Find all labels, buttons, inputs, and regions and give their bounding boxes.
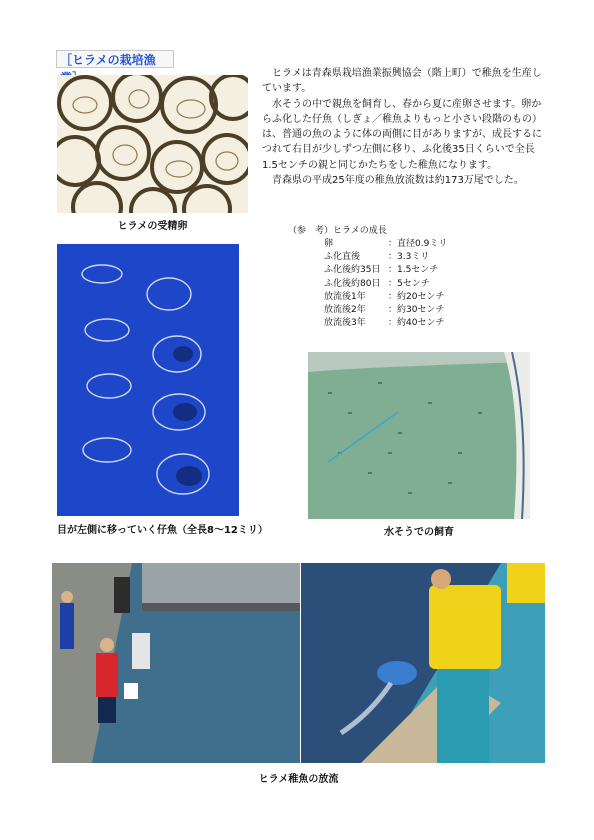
larvae-photo xyxy=(57,244,239,516)
body-paragraph: 青森県の平成25年度の稚魚放流数は約173万尾でした。 xyxy=(272,175,524,187)
tank-photo xyxy=(308,352,530,519)
growth-value: ：3.3ミリ xyxy=(388,252,430,263)
growth-table xyxy=(324,238,504,330)
release-caption: ヒラメ稚魚の放流 xyxy=(258,774,339,785)
body-text xyxy=(262,66,550,188)
growth-stage: ふ化直後 xyxy=(324,252,361,263)
growth-row xyxy=(324,291,504,304)
growth-value: ：直径0.9ミリ xyxy=(388,239,448,249)
growth-stage: 放流後1年 xyxy=(324,291,366,302)
tank-caption: 水そうでの飼育 xyxy=(384,527,454,538)
growth-row xyxy=(324,238,504,251)
larvae-caption: 目が左側に移っていく仔魚（全長8～12ミリ） xyxy=(57,525,268,536)
growth-row xyxy=(324,304,504,317)
body-paragraph: 水そうの中で親魚を飼育し、春から夏に産卵させます。卵からふ化した仔魚（しぎょ／稚魚よりもっと小さい段階のもの）は、普通の魚のように体の両側に目がありますが、成長するにつれて右目が少しずつ左側に移り、ふ化後35日くらいで全長1.5センチの親と同じかたちをした稚魚になります。 xyxy=(262,98,542,171)
eggs-caption: ヒラメの受精卵 xyxy=(117,221,188,232)
growth-row xyxy=(324,278,504,291)
release-photo-harbor xyxy=(52,563,300,763)
growth-row xyxy=(324,251,504,264)
growth-value: ：約20センチ xyxy=(388,291,445,302)
growth-stage: 放流後2年 xyxy=(324,305,366,316)
section-heading: ［ヒラメの栽培漁 xyxy=(56,50,174,68)
growth-value: ：5センチ xyxy=(388,278,430,289)
release-photo-boat xyxy=(301,563,545,763)
growth-value: ：約40センチ xyxy=(388,318,445,329)
growth-row xyxy=(324,317,504,330)
growth-value: ：約30センチ xyxy=(388,305,445,316)
body-paragraph: ヒラメは青森県栽培漁業振興協会（階上町）で稚魚を生産しています。 xyxy=(262,68,542,95)
growth-value: ：1.5センチ xyxy=(388,265,439,276)
fertilized-eggs-photo xyxy=(57,75,248,213)
growth-stage: 卵 xyxy=(324,239,334,249)
growth-heading: （参 考）ヒラメの成長 xyxy=(288,226,387,236)
growth-stage: ふ化後約80日 xyxy=(324,278,381,289)
growth-stage: 放流後3年 xyxy=(324,318,366,329)
growth-row xyxy=(324,264,504,277)
growth-stage: ふ化後約35日 xyxy=(324,265,381,276)
